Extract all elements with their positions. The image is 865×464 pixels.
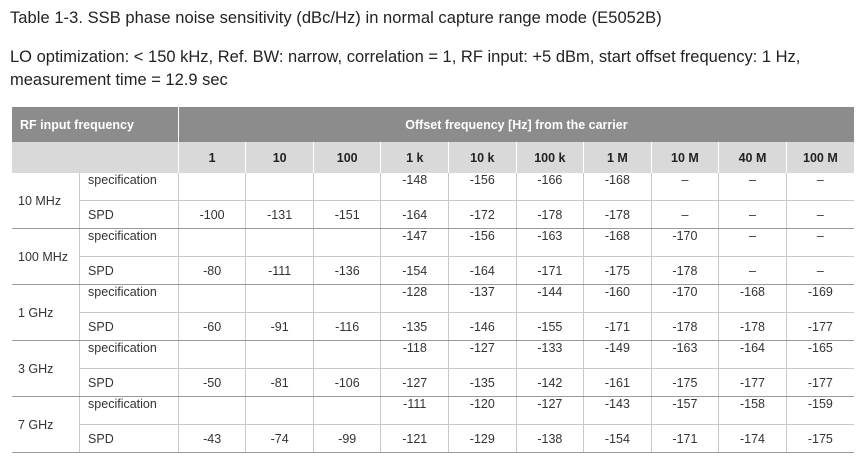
value-cell: -166 <box>516 173 584 201</box>
offset-header-cell: 40 M <box>719 142 787 173</box>
value-cell: -91 <box>246 313 314 341</box>
value-cell: -164 <box>719 341 787 369</box>
table-row <box>12 369 854 397</box>
value-cell: – <box>651 173 719 201</box>
rf-frequency-cell: 10 MHz <box>12 173 80 229</box>
value-cell: -121 <box>381 425 449 453</box>
value-cell: -111 <box>246 257 314 285</box>
value-cell: -171 <box>584 313 652 341</box>
row-type-cell: specification <box>80 229 179 257</box>
value-cell: -147 <box>381 229 449 257</box>
value-cell: -151 <box>313 201 381 229</box>
table-row <box>12 397 854 425</box>
value-cell <box>313 397 381 425</box>
table-row <box>12 257 854 285</box>
offset-header-cell: 1 k <box>381 142 449 173</box>
value-cell: -149 <box>584 341 652 369</box>
value-cell: -168 <box>719 285 787 313</box>
value-cell: -161 <box>584 369 652 397</box>
value-cell: – <box>719 229 787 257</box>
value-cell: – <box>786 229 854 257</box>
value-cell: -168 <box>584 229 652 257</box>
value-cell: -128 <box>381 285 449 313</box>
rf-frequency-cell: 100 MHz <box>12 229 80 285</box>
value-cell: -165 <box>786 341 854 369</box>
offset-header-cell: 100 k <box>516 142 584 173</box>
value-cell: -136 <box>313 257 381 285</box>
row-type-cell: specification <box>80 285 179 313</box>
measurement-conditions: LO optimization: < 150 kHz, Ref. BW: narrow, correlation = 1, RF input: +5 dBm, start offset frequency: 1 Hz, measurement time = 12.9 sec <box>10 48 801 89</box>
value-cell: -143 <box>584 397 652 425</box>
value-cell <box>313 341 381 369</box>
row-type-cell: specification <box>80 173 179 201</box>
table-row <box>12 173 854 201</box>
value-cell: -100 <box>178 201 246 229</box>
value-cell: -116 <box>313 313 381 341</box>
value-cell: -131 <box>246 201 314 229</box>
value-cell: -177 <box>719 369 787 397</box>
value-cell: -129 <box>449 425 517 453</box>
value-cell <box>178 285 246 313</box>
value-cell: -156 <box>449 173 517 201</box>
value-cell: -164 <box>381 201 449 229</box>
rf-frequency-cell: 7 GHz <box>12 397 80 453</box>
value-cell: -154 <box>584 425 652 453</box>
value-cell <box>246 229 314 257</box>
table-row <box>12 229 854 257</box>
value-cell: -127 <box>516 397 584 425</box>
value-cell: – <box>719 173 787 201</box>
value-cell: -60 <box>178 313 246 341</box>
value-cell: -159 <box>786 397 854 425</box>
value-cell <box>313 173 381 201</box>
offset-frequency-header: Offset frequency [Hz] from the carrier <box>178 107 854 142</box>
value-cell: -178 <box>651 313 719 341</box>
value-cell: -106 <box>313 369 381 397</box>
row-type-cell: SPD <box>80 425 179 453</box>
value-cell: – <box>719 257 787 285</box>
value-cell: -142 <box>516 369 584 397</box>
header-row-offsets <box>12 142 854 173</box>
header-blank-cell <box>12 142 178 173</box>
value-cell: -175 <box>786 425 854 453</box>
value-cell: -178 <box>651 257 719 285</box>
rf-frequency-cell: 3 GHz <box>12 341 80 397</box>
offset-header-cell: 10 M <box>651 142 719 173</box>
value-cell: -171 <box>516 257 584 285</box>
value-cell: -169 <box>786 285 854 313</box>
value-cell <box>313 229 381 257</box>
offset-header-cell: 1 M <box>584 142 652 173</box>
value-cell <box>178 173 246 201</box>
value-cell <box>313 285 381 313</box>
value-cell <box>178 229 246 257</box>
value-cell: -172 <box>449 201 517 229</box>
value-cell: -158 <box>719 397 787 425</box>
value-cell: -175 <box>651 369 719 397</box>
value-cell <box>246 285 314 313</box>
value-cell: -168 <box>584 173 652 201</box>
row-type-cell: SPD <box>80 313 179 341</box>
table-row <box>12 285 854 313</box>
value-cell: -175 <box>584 257 652 285</box>
value-cell: -178 <box>584 201 652 229</box>
value-cell: – <box>786 257 854 285</box>
value-cell: -146 <box>449 313 517 341</box>
value-cell: -170 <box>651 229 719 257</box>
value-cell: -99 <box>313 425 381 453</box>
value-cell: -174 <box>719 425 787 453</box>
value-cell: -135 <box>381 313 449 341</box>
value-cell: -135 <box>449 369 517 397</box>
table-row <box>12 313 854 341</box>
value-cell: -81 <box>246 369 314 397</box>
value-cell: -137 <box>449 285 517 313</box>
row-type-cell: SPD <box>80 201 179 229</box>
value-cell: -178 <box>516 201 584 229</box>
value-cell: – <box>786 173 854 201</box>
value-cell: -50 <box>178 369 246 397</box>
table-title: Table 1-3. SSB phase noise sensitivity (dBc/Hz) in normal capture range mode (E5052B) <box>10 9 662 27</box>
offset-header-cell: 10 <box>246 142 314 173</box>
table-row <box>12 201 854 229</box>
offset-header-cell: 1 <box>178 142 246 173</box>
value-cell: -138 <box>516 425 584 453</box>
value-cell: -163 <box>651 341 719 369</box>
value-cell: -170 <box>651 285 719 313</box>
value-cell: -80 <box>178 257 246 285</box>
value-cell: -111 <box>381 397 449 425</box>
value-cell <box>178 397 246 425</box>
value-cell: -148 <box>381 173 449 201</box>
value-cell <box>246 341 314 369</box>
row-type-cell: SPD <box>80 257 179 285</box>
value-cell: – <box>651 201 719 229</box>
value-cell: -74 <box>246 425 314 453</box>
value-cell: -177 <box>786 313 854 341</box>
value-cell: -163 <box>516 229 584 257</box>
value-cell: – <box>786 201 854 229</box>
value-cell: -160 <box>584 285 652 313</box>
value-cell: – <box>719 201 787 229</box>
value-cell: -120 <box>449 397 517 425</box>
row-type-cell: specification <box>80 397 179 425</box>
row-type-cell: SPD <box>80 369 179 397</box>
value-cell: -164 <box>449 257 517 285</box>
rf-frequency-cell: 1 GHz <box>12 285 80 341</box>
value-cell: -118 <box>381 341 449 369</box>
value-cell <box>246 397 314 425</box>
value-cell: -127 <box>449 341 517 369</box>
table-body <box>12 173 854 453</box>
value-cell: -144 <box>516 285 584 313</box>
row-type-cell: specification <box>80 341 179 369</box>
rf-input-frequency-header: RF input frequency <box>12 107 178 142</box>
phase-noise-table <box>12 107 854 453</box>
offset-header-cell: 100 <box>313 142 381 173</box>
value-cell: -133 <box>516 341 584 369</box>
value-cell: -155 <box>516 313 584 341</box>
value-cell: -171 <box>651 425 719 453</box>
table-row <box>12 425 854 453</box>
value-cell: -177 <box>786 369 854 397</box>
value-cell: -156 <box>449 229 517 257</box>
value-cell <box>178 341 246 369</box>
table-row <box>12 341 854 369</box>
value-cell: -157 <box>651 397 719 425</box>
offset-header-cell: 100 M <box>786 142 854 173</box>
value-cell <box>246 173 314 201</box>
value-cell: -127 <box>381 369 449 397</box>
value-cell: -43 <box>178 425 246 453</box>
header-row-main <box>12 107 854 142</box>
value-cell: -154 <box>381 257 449 285</box>
offset-header-cell: 10 k <box>449 142 517 173</box>
value-cell: -178 <box>719 313 787 341</box>
